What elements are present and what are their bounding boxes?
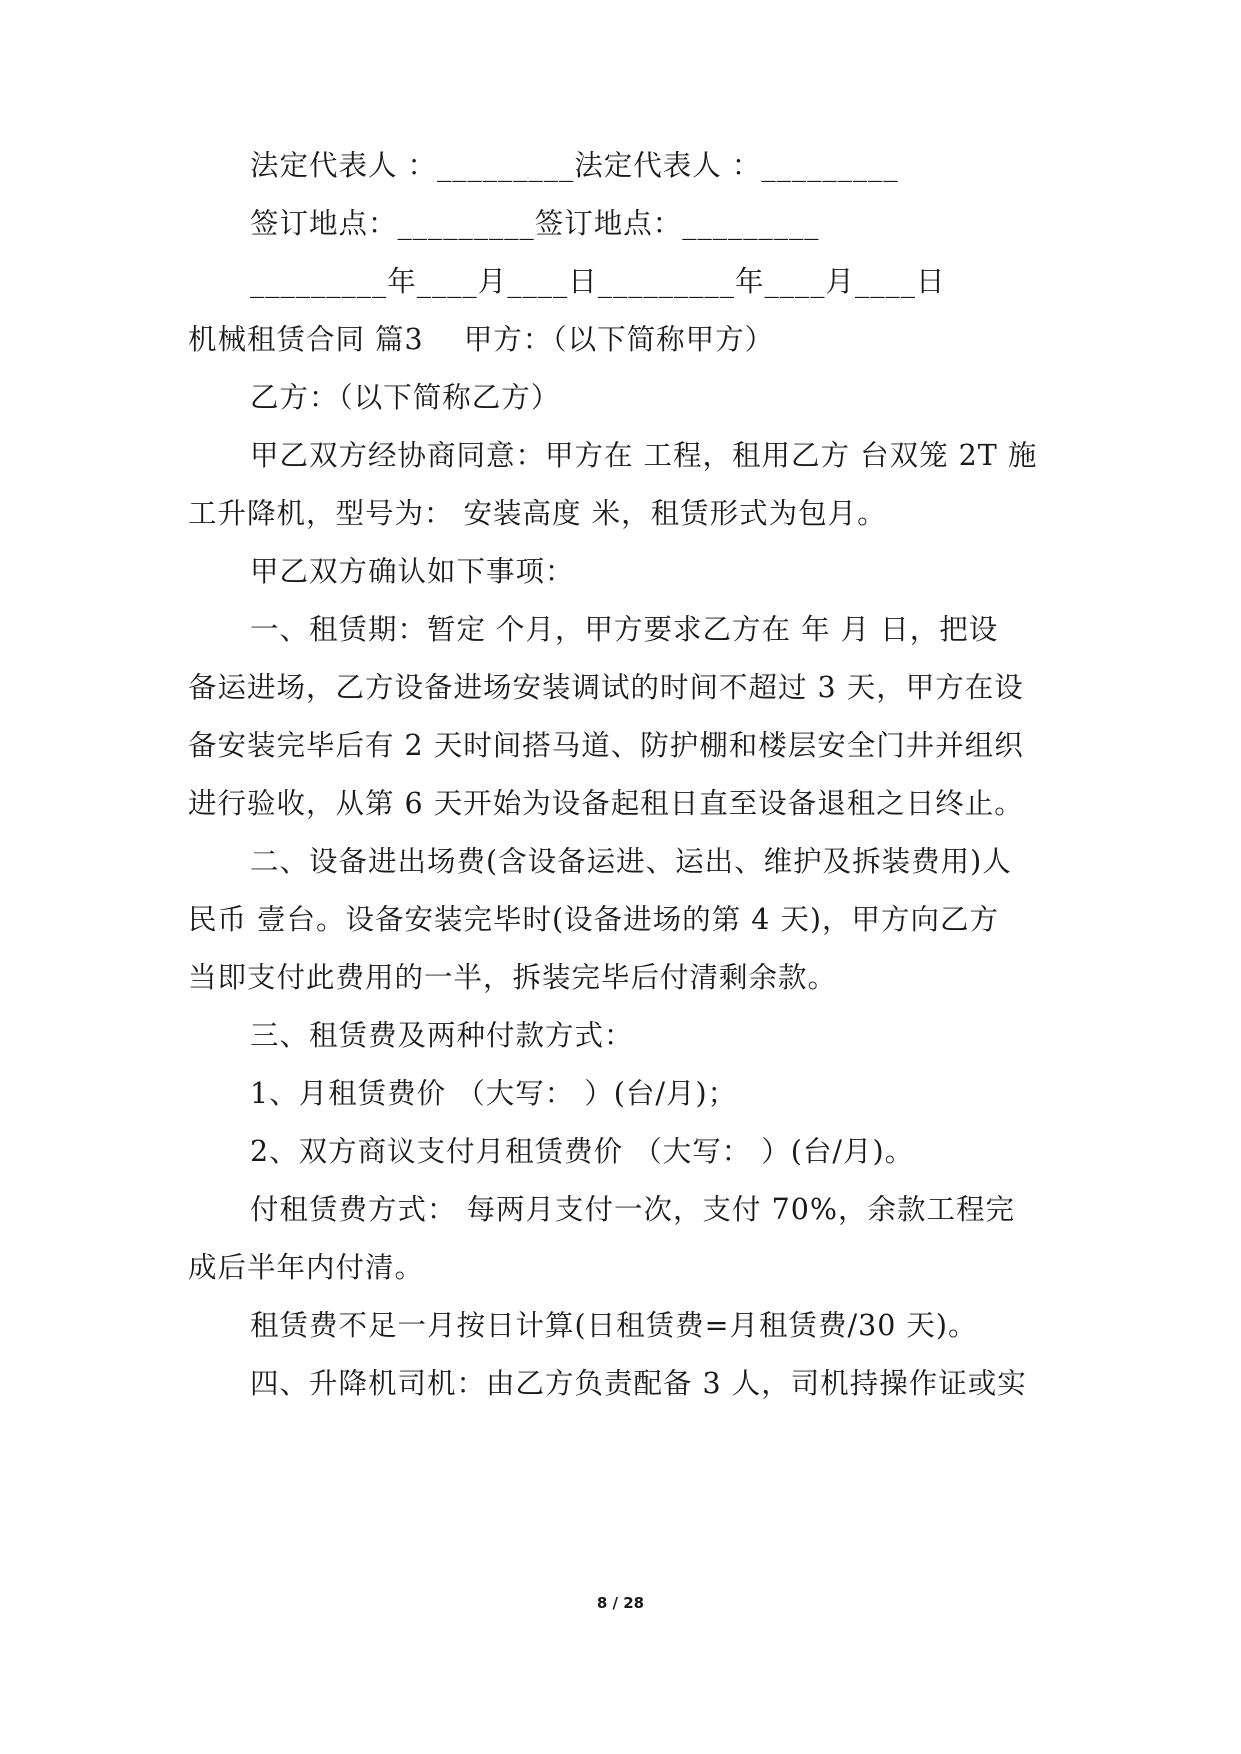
- text-line: 备安装完毕后有 2 天时间搭马道、防护棚和楼层安全门井并组织: [188, 729, 1024, 762]
- text-line: 四、升降机司机：由乙方负责配备 3 人，司机持操作证或实: [250, 1367, 1027, 1400]
- text-line: 乙方：（以下简称乙方）: [250, 381, 561, 414]
- text-line: 签订地点：_________签订地点：_________: [250, 207, 820, 240]
- text-line: 2、双方商议支付月租赁费价 （大写： ）(台/月)。: [250, 1135, 915, 1168]
- section-heading: 机械租赁合同 篇3 甲方：（以下简称甲方）: [188, 323, 775, 356]
- text-line: 当即支付此费用的一半，拆装完毕后付清剩余款。: [188, 961, 838, 994]
- text-line: 法定代表人 ：_________法定代表人 ：_________: [250, 149, 899, 182]
- text-line: _________年____月____日_________年____月____日: [250, 265, 946, 298]
- text-line: 甲乙双方经协商同意：甲方在 工程，租用乙方 台双笼 2T 施: [250, 439, 1038, 472]
- text-line: 进行验收，从第 6 天开始为设备起租日直至设备退租之日终止。: [188, 787, 1024, 820]
- text-line: 1、月租赁费价 （大写： ）(台/月)；: [250, 1077, 738, 1110]
- text-line: 租赁费不足一月按日计算(日租赁费=月租赁费/30 天)。: [250, 1309, 978, 1342]
- page-number: 8 / 28: [596, 1594, 645, 1612]
- text-line: 付租赁费方式： 每两月支付一次，支付 70%，余款工程完: [250, 1193, 1015, 1226]
- text-line: 工升降机，型号为： 安装高度 米，租赁形式为包月。: [188, 497, 887, 530]
- text-line: 三、租赁费及两种付款方式：: [250, 1019, 634, 1052]
- text-line: 二、设备进出场费(含设备运进、运出、维护及拆装费用)人: [250, 845, 1012, 878]
- text-line: 一、租赁期：暂定 个月，甲方要求乙方在 年 月 日，把设: [250, 613, 999, 646]
- text-line: 民币 壹台。设备安装完毕时(设备进场的第 4 天)，甲方向乙方: [188, 903, 1000, 936]
- text-line: 成后半年内付清。: [188, 1251, 425, 1284]
- text-line: 甲乙双方确认如下事项：: [250, 555, 575, 588]
- text-line: 备运进场，乙方设备进场安装调试的时间不超过 3 天，甲方在设: [188, 671, 1024, 704]
